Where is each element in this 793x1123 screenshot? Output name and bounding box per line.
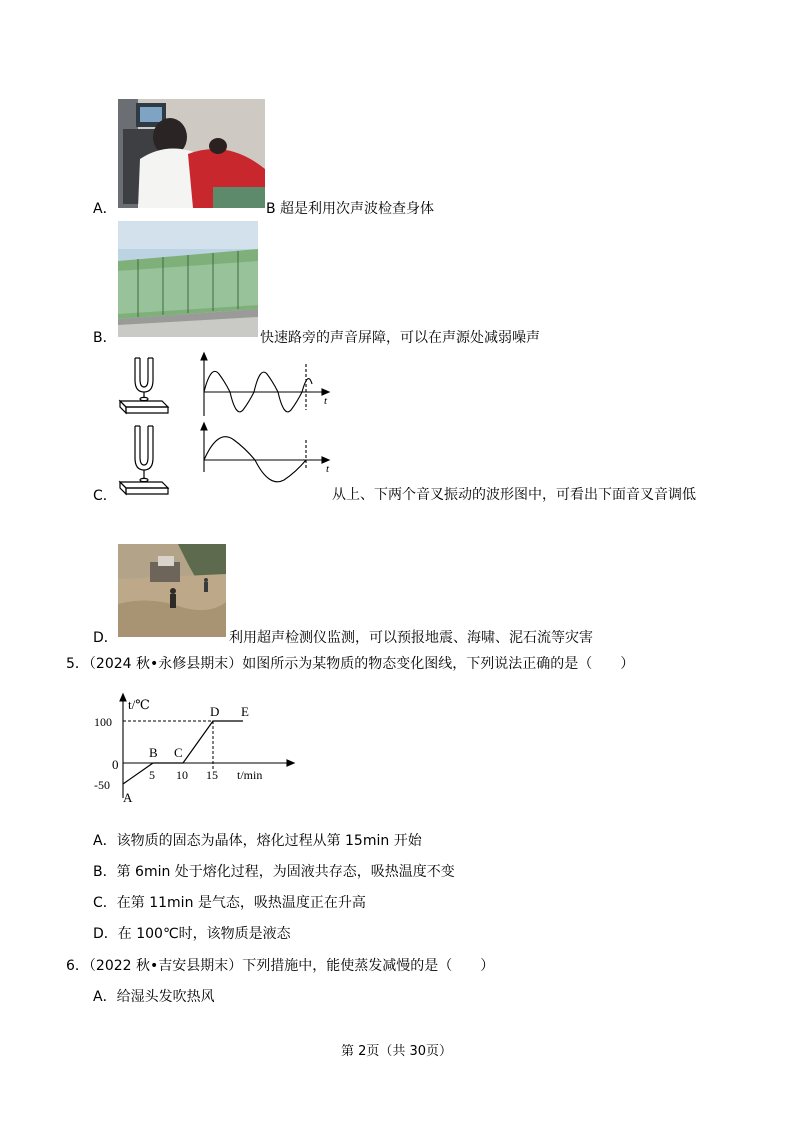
chart-point-label: A (123, 790, 133, 805)
chart-y-tick-label: -50 (94, 778, 110, 792)
ultrasound-photo-illustration (118, 99, 265, 208)
q5-option-d: D．在 100℃时，该物质是液态 (93, 926, 291, 942)
mudslide-photo (118, 544, 226, 637)
q4-option-c-letter: C． (93, 488, 117, 504)
tuning-fork-bottom-icon (120, 426, 168, 494)
chart-point-label: D (210, 704, 220, 719)
q4-option-a-letter: A． (93, 201, 117, 217)
q6-option-a: A．给湿头发吹热风 (93, 989, 215, 1005)
ultrasound-photo (118, 99, 265, 208)
waveform-top (201, 353, 329, 416)
tuning-fork-top-icon (120, 358, 168, 413)
waveform-bottom-t-label: t (326, 463, 330, 475)
waveform-top-t-label: t (324, 395, 328, 407)
q5-option-a: A．该物质的固态为晶体，熔化过程从第 15min 开始 (93, 833, 422, 849)
chart-x-tick-label: 5 (149, 768, 155, 782)
q4-option-c-text: 从上、下两个音叉振动的波形图中，可看出下面音叉音调低 (332, 487, 696, 503)
chart-x-arrow (287, 760, 294, 766)
phase-change-chart (92, 690, 302, 810)
chart-x-tick-label: 10 (176, 768, 188, 782)
sound-barrier-illustration (118, 221, 258, 337)
sound-barrier-photo (118, 221, 258, 337)
q4-option-b-letter: B． (93, 330, 117, 346)
chart-y-tick-label: 100 (94, 715, 112, 729)
chart-point-label: B (149, 745, 158, 760)
q5-option-b: B．第 6min 处于熔化过程，为固液共存态，吸热温度不变 (93, 864, 455, 880)
chart-origin: 0 (112, 757, 119, 772)
page-footer: 第 2页（共 30页） (340, 1044, 453, 1059)
chart-ylabel: t/℃ (128, 697, 150, 712)
chart-y-arrow (120, 694, 126, 701)
q4-option-d-letter: D． (93, 630, 118, 646)
chart-xlabel: t/min (237, 768, 263, 782)
q4-option-d-text: 利用超声检测仪监测，可以预报地震、海啸、泥石流等灾害 (229, 630, 593, 646)
q4-option-b-text: 快速路旁的声音屏障，可以在声源处减弱噪声 (260, 330, 540, 346)
q5-option-c: C．在第 11min 是气态，吸热温度正在升高 (93, 895, 366, 911)
mudslide-illustration (118, 544, 226, 637)
q4-option-a-text: B 超是利用次声波检查身体 (266, 201, 435, 217)
chart-point-label: C (174, 745, 183, 760)
q6-stem: 6．（2022 秋•吉安县期末）下列措施中，能使蒸发减慢的是（ ） (66, 958, 495, 974)
waveform-bottom (201, 423, 329, 482)
tuning-fork-waveforms (112, 348, 338, 498)
chart-x-tick-label: 15 (206, 768, 218, 782)
chart-point-label: E (241, 704, 249, 719)
q5-stem: 5．（2024 秋•永修县期末）如图所示为某物质的物态变化图线，下列说法正确的是（ ） (66, 656, 635, 672)
